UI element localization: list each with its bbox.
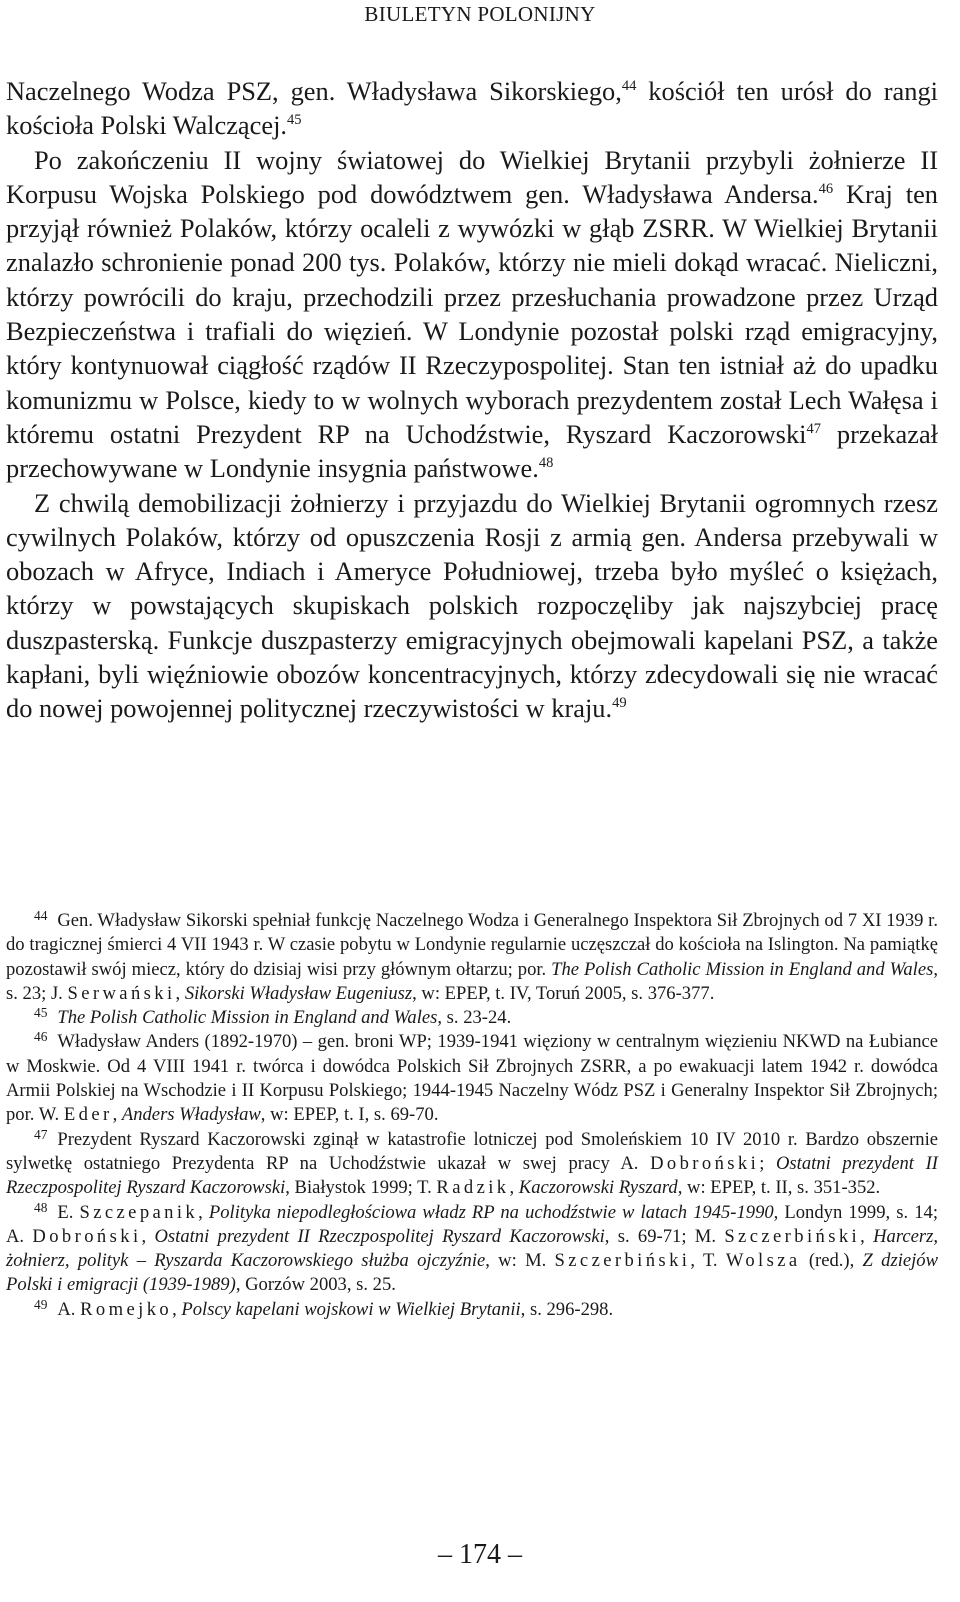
footnote-ref-47[interactable]: 47 (806, 420, 821, 437)
footnote-ref-48[interactable]: 48 (538, 455, 554, 472)
paragraph-3: Z chwilą demobilizacji żołnierzy i przyjazdu do Wielkiej Brytanii ogromnych rzesz cywilnych Polaków, którzy od opuszczenia Rosji z armią gen. Andersa przebywali w obozach w Afryce, Indiach i Ameryce Południowej, trzeba było myśleć o księżach, którzy w powstających skupiskach polskich rozpoczęliby jak najszybciej pracę duszpasterską. Funkcje duszpasterzy emigracyjnych obejmowali kapelani PSZ, a także kapłani, byli więźniowie obozów koncentracyjnych, którzy zdecydowali się nie wracać do nowej powojennej politycznej rzeczywistości w kraju.$^{49}$ (6, 487, 938, 724)
paragraph-1: Naczelnego Wodza PSZ, gen. Władysława Sikorskiego,$^{44}$ kościół ten urósł do rangi kościoła Polski Walczącej.$^{45}$ (6, 76, 938, 141)
footnote-44: $^{44}$ Gen. Władysław Sikorski spełniał funkcję Naczelnego Wodza i Generalnego Inspektora Sił Zbrojnych od 7 XI 1939 r. do tragicznej śmierci 4 VII 1943 r. W czasie pobytu w Londynie regularnie uczęszczał do kościoła na Islington. Na pamiątkę pozostawił swój miecz, który do dzisiaj wisi przy głównym ołtarzu; por. The Polish Catholic Mission in England and Wales, s. 23; J. Serwański, Sikorski Władysław Eugeniusz, w: EPEP, t. IV, Toruń 2005, s. 376-377. (6, 907, 938, 1004)
footnote-47: $^{47}$ Prezydent Ryszard Kaczorowski zginął w katastrofie lotniczej pod Smoleńskiem 10 IV 2010 r. Bardzo obszernie sylwetkę ostatniego Prezydenta RP na Uchodźstwie ukazał w swej pracy A. Dobroński; Ostatni prezydent II Rzeczpospolitej Ryszard Kaczorowski, Białystok 1999; T. Radzik, Kaczorowski Ryszard, w: EPEP, t. II, s. 351-352. (6, 1126, 938, 1199)
footnote-ref-49[interactable]: 49 (612, 695, 627, 712)
footnote-49: $^{49}$ A. Romejko, Polscy kapelani wojskowi w Wielkiej Brytanii, s. 296-298. (34, 1296, 614, 1320)
footnote-46: $^{46}$ Władysław Anders (1892-1970) – gen. broni WP; 1939-1941 więziony w centralnym więzieniu NKWD na Łubiance w Moskwie. Od 4 VIII 1941 r. twórca i dowódca Polskich Sił Zbrojnych ZSRR, a po ewakuacji latem 1942 r. dowódca Armii Polskiej na Wschodzie i II Korpusu Polskiego; 1944-1945 Naczelny Wódz PSZ i Generalny Inspektor Sił Zbrojnych; por. W. Eder, Anders Władysław, w: EPEP, t. I, s. 69-70. (6, 1029, 938, 1126)
footnote-ref-45[interactable]: 45 (287, 112, 302, 129)
page-number: – 174 – (438, 1539, 522, 1570)
footnote-45: $^{45}$ The Polish Catholic Mission in England and Wales, s. 23-24. (34, 1005, 512, 1029)
paragraph-2: Po zakończeniu II wojny światowej do Wielkiej Brytanii przybyli żołnierze II Korpusu Wojska Polskiego pod dowództwem gen. Władysława Andersa.$^{46}$ Kraj ten przyjął również Polaków, którzy ocaleli z wywózki w głąb ZSRR. W Wielkiej Brytanii znalazło schronienie ponad 200 tys. Polaków, którzy nie mieli dokąd wracać. Nieliczni, którzy powrócili do kraju, przechodzili przez przesłuchania prowadzone przez Urząd Bezpieczeństwa i trafiali do więzień. W Londynie pozostał polski rząd emigracyjny, który kontynuował ciągłość rządów II Rzeczypospolitej. Stan ten istniał aż do upadku komunizmu w Polsce, kiedy to w wolnych wyborach prezydentem został Lech Wałęsa i któremu ostatni Prezydent RP na Uchodźstwie, Ryszard Kaczorowski$^{47}$ przekazał przechowywane w Londynie insygnia państwowe.$^{48}$ (6, 144, 938, 484)
running-title: BIULETYN POLONIJNY (364, 2, 596, 26)
footnotes (6, 909, 938, 1322)
footnote-ref-44[interactable]: 44 (621, 77, 637, 94)
main-text (6, 74, 938, 726)
footnote-48: $^{48}$ E. Szczepanik, Polityka niepodległościowa władz RP na uchodźstwie w latach 1945-1990, Londyn 1999, s. 14; A. Dobroński, Ostatni prezydent II Rzeczpospolitej Ryszard Kaczorowski, s. 69-71; M. Szczerbiński, Harcerz, żołnierz, polityk – Ryszarda Kaczorowskiego służba ojczyźnie, w: M. Szczerbiński, T. Wolsza (red.), Z dziejów Polski i emigracji (1939-1989), Gorzów 2003, s. 25. (6, 1199, 938, 1296)
footnote-ref-46[interactable]: 46 (818, 180, 834, 197)
